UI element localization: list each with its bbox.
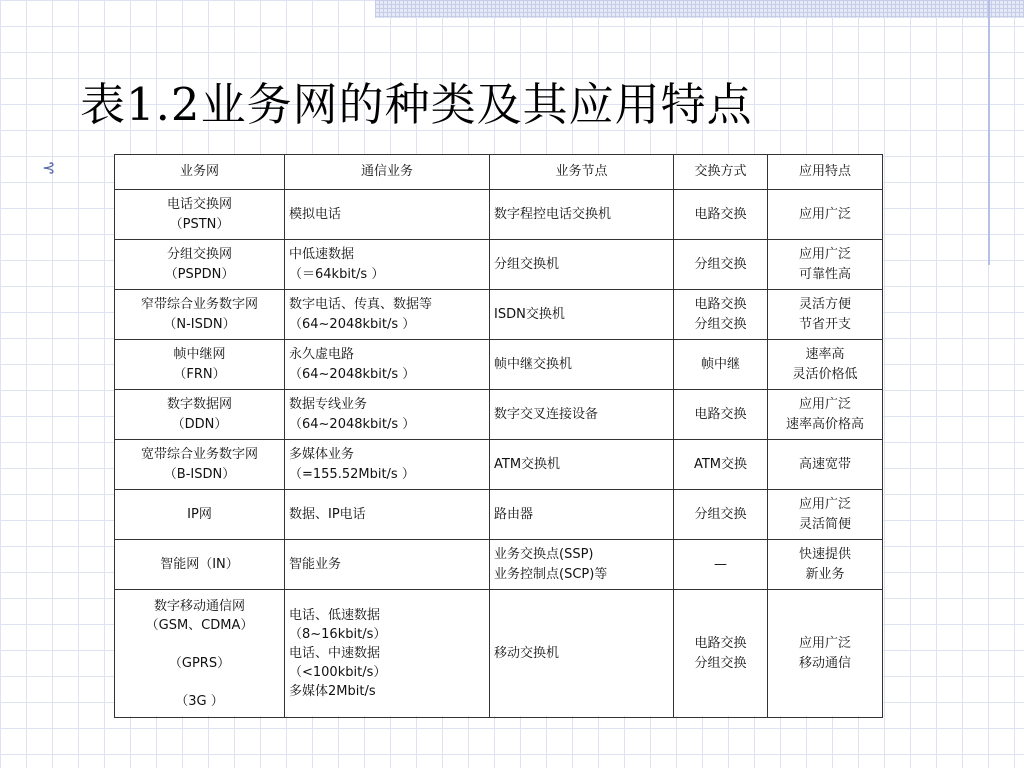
table-header-row	[115, 155, 883, 190]
table-row	[115, 240, 883, 290]
cell-feature: 快速提供 新业务	[768, 540, 883, 590]
decorative-vertical-line	[988, 0, 990, 265]
header-node: 业务节点	[490, 155, 674, 190]
table-row	[115, 440, 883, 490]
cell-switching: 帧中继	[674, 340, 768, 390]
cell-feature: 应用广泛	[768, 190, 883, 240]
cell-feature: 速率高 灵活价格低	[768, 340, 883, 390]
table-row	[115, 540, 883, 590]
cell-node: ISDN交换机	[490, 290, 674, 340]
cell-switching: 分组交换	[674, 490, 768, 540]
cell-switching: —	[674, 540, 768, 590]
cell-service: 数据专线业务 （64~2048kbit/s ）	[285, 390, 490, 440]
cell-network: 宽带综合业务数字网 （B-ISDN）	[115, 440, 285, 490]
cell-node: 数字交叉连接设备	[490, 390, 674, 440]
table-row	[115, 190, 883, 240]
cell-switching: ATM交换	[674, 440, 768, 490]
cell-network: 数字移动通信网 （GSM、CDMA） （GPRS） （3G ）	[115, 590, 285, 718]
table-row	[115, 390, 883, 440]
cell-node: 业务交换点(SSP) 业务控制点(SCP)等	[490, 540, 674, 590]
cell-switching: 电路交换	[674, 390, 768, 440]
table-row	[115, 590, 883, 718]
cell-switching: 电路交换 分组交换	[674, 290, 768, 340]
decorative-top-band	[375, 0, 1024, 18]
cell-network: 智能网（IN）	[115, 540, 285, 590]
cell-service: 中低速数据 （＝64kbit/s ）	[285, 240, 490, 290]
network-types-table	[114, 154, 883, 718]
cell-feature: 应用广泛 移动通信	[768, 590, 883, 718]
cell-network: 帧中继网 （FRN）	[115, 340, 285, 390]
cell-network: 分组交换网 （PSPDN）	[115, 240, 285, 290]
cell-network: 窄带综合业务数字网 （N-ISDN）	[115, 290, 285, 340]
table-row	[115, 290, 883, 340]
cell-service: 多媒体业务 （=155.52Mbit/s ）	[285, 440, 490, 490]
bullet-icon: ⊰	[42, 158, 56, 177]
cell-switching: 电路交换	[674, 190, 768, 240]
header-feature: 应用特点	[768, 155, 883, 190]
cell-feature: 高速宽带	[768, 440, 883, 490]
slide-title: 表1.2业务网的种类及其应用特点	[80, 78, 753, 131]
cell-node: ATM交换机	[490, 440, 674, 490]
cell-node: 分组交换机	[490, 240, 674, 290]
table-row	[115, 490, 883, 540]
cell-feature: 应用广泛 灵活简便	[768, 490, 883, 540]
header-network: 业务网	[115, 155, 285, 190]
table-row	[115, 340, 883, 390]
cell-feature: 应用广泛 速率高价格高	[768, 390, 883, 440]
cell-service: 数字电话、传真、数据等 （64~2048kbit/s ）	[285, 290, 490, 340]
cell-node: 帧中继交换机	[490, 340, 674, 390]
cell-service: 智能业务	[285, 540, 490, 590]
cell-feature: 应用广泛 可靠性高	[768, 240, 883, 290]
header-switching: 交换方式	[674, 155, 768, 190]
cell-service: 模拟电话	[285, 190, 490, 240]
cell-node: 路由器	[490, 490, 674, 540]
cell-switching: 电路交换 分组交换	[674, 590, 768, 718]
cell-network: 数字数据网 （DDN）	[115, 390, 285, 440]
cell-service: 电话、低速数据 （8~16kbit/s） 电话、中速数据 （<100kbit/s） 多媒体2Mbit/s	[285, 590, 490, 718]
header-service: 通信业务	[285, 155, 490, 190]
cell-node: 数字程控电话交换机	[490, 190, 674, 240]
cell-network: IP网	[115, 490, 285, 540]
cell-switching: 分组交换	[674, 240, 768, 290]
cell-network: 电话交换网 （PSTN）	[115, 190, 285, 240]
cell-service: 永久虚电路 （64~2048kbit/s ）	[285, 340, 490, 390]
cell-service: 数据、IP电话	[285, 490, 490, 540]
cell-node: 移动交换机	[490, 590, 674, 718]
cell-feature: 灵活方便 节省开支	[768, 290, 883, 340]
table-container	[114, 154, 882, 716]
